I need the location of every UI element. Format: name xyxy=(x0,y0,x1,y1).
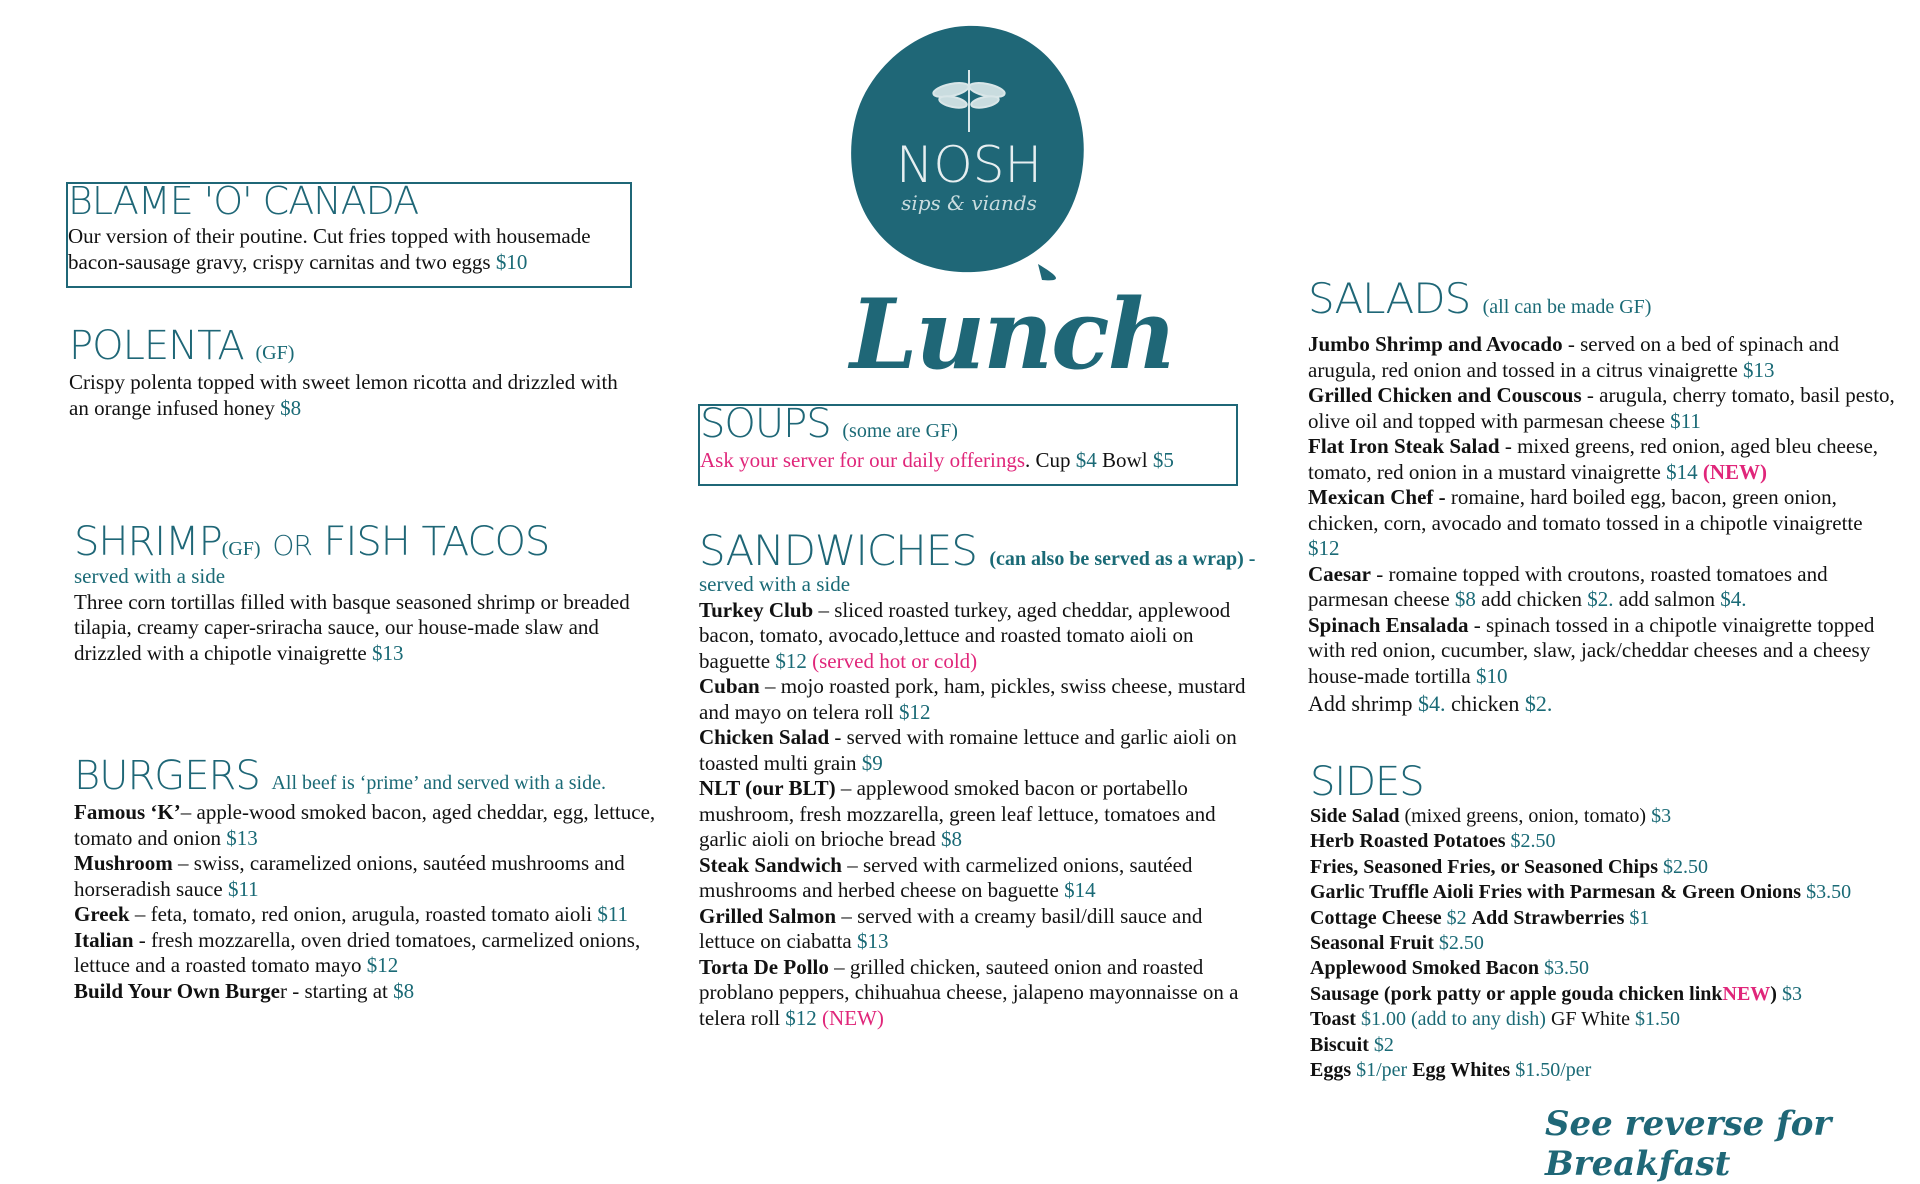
item-price: $13 xyxy=(857,929,889,953)
add-on-price: $1.50/per xyxy=(1515,1059,1592,1082)
section-note: (all can be made GF) xyxy=(1482,296,1652,318)
section-burgers xyxy=(74,753,674,1004)
menu-item xyxy=(1310,906,1900,931)
item-name: Eggs xyxy=(1310,1059,1352,1082)
item-description: Crispy polenta topped with sweet lemon ricotta and drizzled with an orange infused honey xyxy=(69,370,618,420)
item-name: Sausage (pork patty or apple gouda chicken link xyxy=(1310,982,1723,1005)
item-name: Garlic Truffle Aioli Fries with Parmesan & Green Onions xyxy=(1310,881,1802,904)
item-price: $1/per xyxy=(1356,1059,1408,1082)
item-price: $3 xyxy=(1781,982,1802,1005)
new-badge: NEW xyxy=(1722,982,1771,1005)
item-name: Caesar xyxy=(1308,561,1371,586)
item-price: $2 xyxy=(1373,1033,1394,1056)
item-name: Italian xyxy=(74,927,134,952)
item-price: $14 xyxy=(1666,459,1698,484)
add-label: Add shrimp xyxy=(1308,691,1413,716)
logo-tagline: sips & viands xyxy=(901,191,1037,215)
menu-item xyxy=(1310,931,1900,956)
item-price: $11 xyxy=(1670,408,1701,433)
menu-item xyxy=(1310,956,1900,981)
item-name: Cottage Cheese xyxy=(1310,906,1442,929)
section-soups xyxy=(698,401,1238,486)
section-sandwiches xyxy=(699,526,1259,1031)
item-price: $11 xyxy=(227,876,259,901)
add-on-label: Egg Whites xyxy=(1412,1059,1511,1082)
item-description: - mixed greens, red onion, aged bleu cheese, tomato, red onion in a mustard vinaigrette xyxy=(1308,434,1879,484)
menu-item xyxy=(1310,829,1900,854)
item-name: Mushroom xyxy=(74,851,173,875)
item-description: r - starting at xyxy=(279,978,388,1003)
item-price: $13 xyxy=(1743,357,1775,382)
item-extra: (served hot or cold) xyxy=(812,648,978,673)
salad-add-ons xyxy=(1308,689,1898,717)
section-note: (can also be served as a wrap) - xyxy=(989,548,1256,570)
item-price: $13 xyxy=(371,640,404,665)
add-on-price: $4. xyxy=(1720,587,1747,611)
item-description: – sliced roasted turkey, aged cheddar, applewood bacon, tomato, avocado,lettuce and roasted tomato aioli on baguette xyxy=(699,597,1231,673)
menu-item xyxy=(1310,1007,1900,1032)
menu-item xyxy=(1308,562,1898,613)
item-description: – served with a creamy basil/dill sauce and lettuce on ciabatta xyxy=(699,903,1203,953)
item-name: Side Salad xyxy=(1310,805,1400,827)
item-price: $2.50 xyxy=(1438,932,1484,955)
add-on-price: $1 xyxy=(1629,906,1650,929)
item-name: Fries, Seasoned Fries, or Seasoned Chips xyxy=(1310,855,1658,878)
item-description: romaine, hard boiled egg, bacon, green onion, chicken, corn, avocado and tomato tossed in a chipotle vinaigrette xyxy=(1308,485,1863,535)
section-sides xyxy=(1310,759,1900,1083)
item-extra: (NEW) xyxy=(1702,459,1767,484)
item-name: Biscuit xyxy=(1310,1033,1369,1056)
item-price: $12 xyxy=(785,1005,817,1030)
menu-item xyxy=(74,851,674,902)
item-description: - romaine topped with croutons, roasted tomatoes and parmesan cheese xyxy=(1308,561,1828,611)
item-name: NLT (our BLT) xyxy=(699,776,836,800)
section-title: BLAME 'O' CANADA xyxy=(68,179,419,223)
item-price: $11 xyxy=(597,902,629,926)
section-note: (GF) xyxy=(255,342,295,364)
menu-item xyxy=(699,776,1259,853)
burger-list xyxy=(74,796,674,1004)
menu-item xyxy=(1310,855,1900,880)
menu-item xyxy=(699,674,1259,725)
item-description: – served with carmelized onions, sautéed mushrooms and herbed cheese on baguette xyxy=(699,852,1193,902)
add-on-label: add chicken xyxy=(1481,587,1583,611)
menu-item xyxy=(74,928,674,979)
menu-item xyxy=(74,979,674,1005)
menu-item xyxy=(699,853,1259,904)
section-note: served with a side xyxy=(74,564,226,588)
section-note-2: served with a side xyxy=(699,572,851,596)
section-title: SANDWICHES xyxy=(699,526,977,575)
add-chicken-price: $2. xyxy=(1524,691,1553,716)
menu-item xyxy=(1310,1033,1900,1058)
item-name: Cuban xyxy=(699,674,760,698)
soups-ask: Ask your server for our daily offerings xyxy=(700,448,1026,472)
menu-item xyxy=(1308,383,1898,434)
item-price: $10 xyxy=(495,249,528,274)
item-price: $12 xyxy=(366,953,399,977)
item-name: Jumbo Shrimp and Avocado xyxy=(1308,332,1563,356)
item-price: $9 xyxy=(861,750,883,775)
item-description: – apple-wood smoked bacon, aged cheddar, egg, lettuce, tomato and onion xyxy=(74,800,656,850)
add-on-label: add salmon xyxy=(1618,587,1716,611)
item-price: $12 xyxy=(899,699,931,724)
item-description: - fresh mozzarella, oven dried tomatoes, carmelized onions, lettuce and a roasted tomato mayo xyxy=(74,927,641,977)
section-title: POLENTA xyxy=(69,323,244,369)
item-price: $8 xyxy=(940,827,962,851)
menu-item xyxy=(699,904,1259,955)
item-price: $3.50 xyxy=(1806,881,1852,904)
cup-price: $4 xyxy=(1075,448,1097,472)
item-name: Greek xyxy=(74,902,130,926)
add-on-price: $1.50 xyxy=(1635,1008,1681,1031)
add-chicken-label: chicken xyxy=(1451,691,1520,716)
section-title: BURGERS xyxy=(74,753,260,799)
section-title: SALADS xyxy=(1308,274,1471,323)
item-price: $2 xyxy=(1446,906,1467,929)
item-name: Herb Roasted Potatoes xyxy=(1310,830,1506,853)
salad-list xyxy=(1308,320,1898,689)
item-description: – applewood smoked bacon or portabello mushroom, fresh mozzarella, green leaf lettuce, tomatoes and garlic aioli on brioche bread xyxy=(699,776,1216,851)
gf-note: (GF) xyxy=(221,538,261,560)
item-description: - served with romaine lettuce and garlic aioli on toasted multi grain xyxy=(699,725,1237,775)
item-name: Grilled Chicken and Couscous xyxy=(1308,383,1582,407)
item-price: $3 xyxy=(1651,805,1672,827)
logo-name: NOSH xyxy=(895,136,1043,194)
menu-item xyxy=(74,800,674,851)
section-blame-o-canada xyxy=(66,179,632,288)
menu-item xyxy=(699,955,1259,1032)
item-description: – feta, tomato, red onion, arugula, roasted tomato aioli xyxy=(129,902,593,926)
item-name: Toast xyxy=(1310,1008,1356,1031)
section-title-shrimp: SHRIMP xyxy=(74,519,222,565)
item-description: - arugula, cherry tomato, basil pesto, olive oil and topped with parmesan cheese xyxy=(1308,383,1895,433)
item-price: $8 xyxy=(280,395,302,420)
item-description: - spinach tossed in a chipotle vinaigrette topped with red onion, cucumber, slaw, jack/cheddar cheeses and a cheesy house-made tortilla xyxy=(1308,612,1875,688)
item-description: - served on a bed of spinach and arugula, red onion and tossed in a citrus vinaigrette xyxy=(1308,332,1840,382)
item-price: $2.50 xyxy=(1510,830,1556,853)
item-name: Grilled Salmon xyxy=(699,903,837,928)
item-price: $3.50 xyxy=(1543,957,1589,980)
item-name: Build Your Own Burge xyxy=(74,978,280,1003)
menu-item xyxy=(1308,613,1898,690)
item-price: $8 xyxy=(393,978,415,1003)
item-extra: (NEW) xyxy=(822,1005,884,1030)
add-on-label: GF White xyxy=(1550,1008,1631,1031)
add-on-label: Add Strawberries xyxy=(1471,906,1625,929)
sides-list xyxy=(1310,802,1900,1083)
cup-label: . Cup xyxy=(1025,448,1071,472)
item-price: $8 xyxy=(1454,587,1476,611)
section-polenta xyxy=(69,323,629,421)
item-name: Spinach Ensalada xyxy=(1308,612,1469,637)
menu-item xyxy=(1310,982,1900,1007)
item-description: Three corn tortillas filled with basque seasoned shrimp or breaded tilapia, creamy caper-sriracha sauce, our house-made slaw and drizzled with a chipotle vinaigrette xyxy=(74,589,630,665)
menu-item xyxy=(1308,485,1898,562)
bowl-label: Bowl xyxy=(1102,448,1148,472)
item-name: Seasonal Fruit xyxy=(1310,932,1434,955)
item-price: $12 xyxy=(1308,536,1340,560)
menu-item xyxy=(699,725,1259,776)
logo xyxy=(838,20,1100,282)
bowl-price: $5 xyxy=(1152,448,1174,472)
menu-item xyxy=(1310,804,1900,829)
item-price: $2.50 xyxy=(1662,855,1708,878)
close-paren: ) xyxy=(1770,982,1777,1005)
menu-item xyxy=(1308,434,1898,485)
menu-item xyxy=(1310,1058,1900,1083)
section-title: SOUPS xyxy=(700,401,831,447)
item-name: Turkey Club xyxy=(699,597,814,622)
item-description: (mixed greens, onion, tomato) xyxy=(1399,805,1647,827)
add-shrimp-price: $4. xyxy=(1418,691,1446,716)
section-title-fish: FISH TACOS xyxy=(323,519,550,565)
page-title: Lunch xyxy=(850,278,1176,391)
section-note: (some are GF) xyxy=(842,420,958,442)
item-name: Flat Iron Steak Salad xyxy=(1308,434,1500,458)
item-description: – mojo roasted pork, ham, pickles, swiss cheese, mustard and mayo on telera roll xyxy=(699,674,1246,724)
menu-item xyxy=(1308,332,1898,383)
item-price: $10 xyxy=(1475,663,1508,688)
item-name: Famous ‘K’ xyxy=(74,800,181,824)
or-text: OR xyxy=(272,529,312,562)
section-tacos xyxy=(74,519,634,666)
section-note: All beef is ‘prime’ and served with a side. xyxy=(271,772,606,794)
section-title: SIDES xyxy=(1310,759,1424,805)
item-description: Our version of their poutine. Cut fries topped with housemade bacon-sausage gravy, crispy carnitas and two eggs xyxy=(68,224,591,274)
item-price: $14 xyxy=(1064,878,1096,902)
item-name: Steak Sandwich xyxy=(699,852,842,877)
item-name: Applewood Smoked Bacon xyxy=(1310,957,1539,980)
item-name: Chicken Salad xyxy=(699,725,830,749)
logo-ink-splash xyxy=(838,20,1100,282)
item-price: $13 xyxy=(226,825,258,850)
item-price: $1.00 (add to any dish) xyxy=(1360,1008,1546,1031)
sandwich-list xyxy=(699,598,1259,1032)
menu-item xyxy=(1310,880,1900,905)
item-description: – swiss, caramelized onions, sautéed mushrooms and horseradish sauce xyxy=(74,851,625,901)
section-salads xyxy=(1308,274,1898,717)
item-price: $12 xyxy=(775,648,807,673)
item-name: Mexican Chef - xyxy=(1308,485,1446,509)
add-on-price: $2. xyxy=(1587,587,1614,611)
item-description: – grilled chicken, sauteed onion and roasted problano peppers, chihuahua cheese, jalapeno mayonnaisse on a telera roll xyxy=(699,954,1239,1030)
item-name: Torta De Pollo xyxy=(699,954,829,979)
footer-note: See reverse for Breakfast xyxy=(1545,1104,1832,1184)
menu-item xyxy=(699,598,1259,675)
menu-item xyxy=(74,902,674,928)
